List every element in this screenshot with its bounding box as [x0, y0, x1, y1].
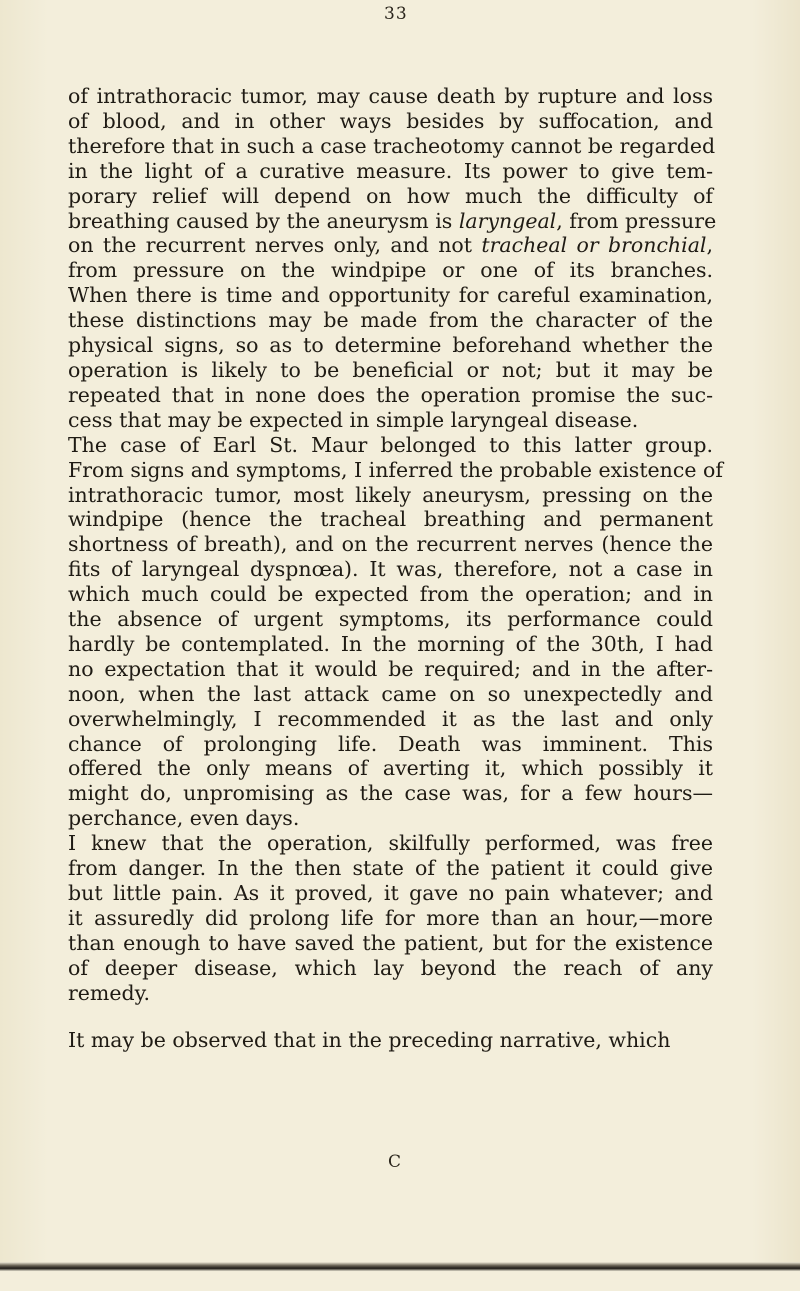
signature-mark: C	[388, 1152, 402, 1172]
text-line: chance of prolonging life. Death was imminent. This	[68, 731, 713, 756]
text-line: cess that may be expected in simple laryngeal disease.	[68, 407, 639, 432]
text-line: from danger. In the then state of the patient it could give	[68, 856, 713, 881]
text-line: of deeper disease, which lay beyond the reach of any	[68, 955, 713, 980]
text-line: operation is likely to be beneficial or not; but it may be	[68, 357, 713, 382]
text-line: might do, unpromising as the case was, for a few hours—	[68, 781, 713, 806]
text-line: fits of laryngeal dyspnœa). It was, therefore, not a case in	[68, 557, 713, 582]
text-line: than enough to have saved the patient, but for the existence	[68, 930, 713, 955]
paragraph-2	[68, 432, 723, 832]
text-line: of blood, and in other ways besides by suffocation, and	[68, 108, 713, 133]
paragraph-3	[68, 831, 713, 1005]
paragraph-gap	[68, 1006, 713, 1028]
text-line: remedy.	[68, 980, 150, 1005]
text-line: breathing caused by the aneurysm is laryngeal, from pressure	[68, 208, 717, 233]
text-line: the absence of urgent symptoms, its performance could	[68, 607, 713, 632]
text-line: intrathoracic tumor, most likely aneurysm, pressing on the	[68, 482, 713, 507]
text-line: windpipe (hence the tracheal breathing and permanent	[68, 507, 713, 532]
text-line: hardly be contemplated. In the morning of the 30th, I had	[68, 631, 713, 656]
text-line: it assuredly did prolong life for more than an hour,—more	[68, 905, 713, 930]
page-edge-rule	[0, 1262, 800, 1291]
body-text	[68, 84, 723, 1052]
text-line: no expectation that it would be required; and in the after-	[68, 656, 713, 681]
text-line: these distinctions may be made from the character of the	[68, 308, 713, 333]
text-line: perchance, even days.	[68, 806, 300, 831]
text-line: I knew that the operation, skilfully performed, was free	[68, 831, 713, 856]
text-line: physical signs, so as to determine beforehand whether the	[68, 333, 713, 358]
paragraph-1	[68, 84, 717, 433]
text-line: porary relief will depend on how much the difficulty of	[68, 183, 713, 208]
page-number: 33	[384, 4, 408, 24]
text-line: repeated that in none does the operation promise the suc-	[68, 382, 713, 407]
text-line: From signs and symptoms, I inferred the probable existence of	[68, 457, 723, 482]
text-line: from pressure on the windpipe or one of its branches.	[68, 258, 713, 283]
text-line: offered the only means of averting it, which possibly it	[68, 756, 713, 781]
text-line: overwhelmingly, I recommended it as the last and only	[68, 706, 713, 731]
text-line: of intrathoracic tumor, may cause death by rupture and loss	[68, 84, 713, 108]
text-line: but little pain. As it proved, it gave no pain whatever; and	[68, 881, 713, 905]
text-line: noon, when the last attack came on so unexpectedly and	[68, 681, 713, 706]
text-line: shortness of breath), and on the recurrent nerves (hence the	[68, 532, 713, 557]
paragraph-4	[68, 1028, 713, 1053]
text-line: in the light of a curative measure. Its power to give tem-	[68, 158, 713, 183]
text-line: When there is time and opportunity for careful examination,	[68, 283, 713, 308]
text-line: which much could be expected from the operation; and in	[68, 582, 713, 607]
text-line: The case of Earl St. Maur belonged to this latter group.	[68, 432, 713, 457]
text-line: on the recurrent nerves only, and not tracheal or bronchial,	[68, 233, 714, 258]
text-line: It may be observed that in the preceding narrative, which	[68, 1027, 671, 1052]
text-line: therefore that in such a case tracheotomy cannot be regarded	[68, 133, 716, 158]
